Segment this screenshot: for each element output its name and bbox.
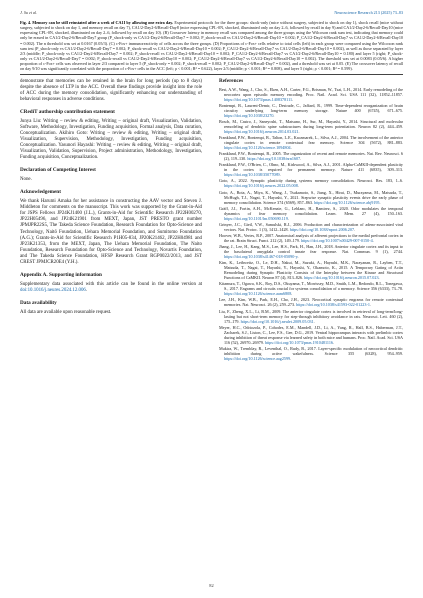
reference-doi-link[interactable]: https://doi.org/10.1038/nprot.2006.207 <box>289 226 355 232</box>
reference-text: Frankland, P.W., Bontempi, B., Talton, L.E., Kaczmarek, L., Silva, A.J., 2004. The involvement of the anterior cingulate cortex in remote contextual fear memory. Science 304 (5672), 881–883. <box>219 135 403 146</box>
reference-doi-link[interactable]: https://doi.org/10.1126/science.1094804 <box>224 145 291 151</box>
caption-divider <box>20 74 403 75</box>
page-number: 82 <box>209 583 214 588</box>
reference-item: Hoover, W.B., Vertes, R.P., 2007. Anatomical analysis of afferent projections to the medial prefrontal cortex in the rat. Brain Struct. Funct. 212 (2), 149–179. https://doi.org/10.1007/s00429-007-0150-4. <box>219 232 403 243</box>
references-heading: References <box>219 77 244 84</box>
reference-item: Lee, J.H., Kim, W.B., Park, E.H., Cho, J.H., 2023. Neocortical synaptic engrams for remote contextual memories. Nat. Neurosci. 26 (2), 259–273. https://doi.org/10.1038/s41593-022-01223-1. <box>219 297 403 308</box>
caption-label: Fig. 4. <box>20 20 32 25</box>
appendix-doi-link[interactable]: doi:10.1016/j.neures.2024.12.006 <box>20 287 86 293</box>
reference-doi-link[interactable]: https://doi.org/10.1101/lm.050690.119 <box>224 215 288 221</box>
reference-text: Hoover, W.B., Vertes, R.P., 2007. Anatomical analysis of afferent projections to the medial prefrontal cortex in the rat. Brain Struct. Funct. 212 (2), 149–179. <box>219 232 403 243</box>
reference-text: Grinyer, J.C., Gieil, V.W., Samulski, R.J., 2006. Production and characterization of adeno-associated viral vectors. Nat. Protoc. 1 (3), 1412–1428. <box>219 221 403 232</box>
reference-text: Best, A.W., Wang, J., Cho, S., Eken, A.H., Carter, F.G., Brisman, W., Tsai, L.H., 2014. Early remodeling of the neocortex upon episodic memory encoding. Proc. Natl. Acad. Sci. USA 111 (32), 11852–11857. <box>219 86 403 97</box>
reference-doi-link[interactable]: https://doi.org/10.1038/nrn1607 <box>247 156 301 162</box>
right-column <box>219 79 403 362</box>
reference-text: Goto, A., Bota, A., Miya, K., Wang, J., Tsukamoto, S., Jiang, X., Hirai, D., Murayama, M., Matsuda, T., McHugh, T.J., Nagai, T., Hayashi, Y., 2021. Stepwise synaptic plasticity events drive the early phase of memory consolidation. Science 374 (6569), 857–863. <box>219 189 403 205</box>
reference-doi-link[interactable]: https://doi.org/10.1126/science.aam6808 <box>224 291 292 297</box>
reference-text: Lee, J.H., Kim, W.B., Park, E.H., Cho, J.H., 2023. Neocortical synaptic engrams for remote contextual memories. Nat. Neurosci. 26 (2), 259–273. <box>219 297 403 308</box>
competing-interest-heading: Declaration of Competing Interest <box>20 167 96 174</box>
reference-doi-link[interactable]: https://doi.org/10.1126/science.abj9195 <box>314 199 380 205</box>
left-column <box>20 79 202 362</box>
reference-item: Frankland, P.W., Bontempi, B., 2005. The organization of recent and remote memories. Nat. Rev. Neurosci. 6 (2), 119–130. https://doi.org/10.1038/nrn1607. <box>219 151 403 162</box>
reference-text: Liu, F., Zheng, X.L., Li, B.M., 2009. The anterior cingulate cortex is involved in retrieval of long-term/long-lasting but not short-term memory for step-through inhibitory avoidance in rats. Neurosci. Lett. 460 (2), 175–179. <box>219 308 403 324</box>
reference-doi-link[interactable]: https://doi.org/10.1038/s41467-018-05090-y <box>224 254 298 260</box>
reference-doi-link[interactable]: https://doi.org/10.1038/s41593-022-01223-1 <box>296 302 370 308</box>
appendix-text: Supplementary data associated with this article can be found in the online version at doi:10.1016/j.neures.2024.12.006. <box>20 281 202 293</box>
credit-text: Junya Liu: Writing – review & editing, Writing – original draft, Visualization, Validation, Software, Methodology, Investigation, Funding acquisition, Formal analysis, Data curation, Conceptualization. Akihiro Goto: Writing – review & editing, Writing – original draft, Visualization, Supervision, Methodology, Investigation, Funding acquisition, Conceptualization. Yasunori Hayashi: Writing – review & editing, Writing – original draft, Visualization, Validation, Supervision, Project administration, Methodology, Investigation, Funding acquisition, Conceptualization. <box>20 118 202 161</box>
reference-text: Kitamura, T., Ogawa, S.K., Roy, D.S., Okuyama, T., Morrissey, M.D., Smith, L.M., Redondo, R.L., Tonegawa, S., 2017. Engrams and circuits crucial for systems consolidation of a memory. Science 356 (6333), 73–78. <box>219 281 403 292</box>
reference-text: Bontempi, B., Laurent-Demir, C., Destrade, C., Jaffard, R., 1999. Time-dependent reorganization of brain circuitry underlying long-term memory storage. Nature 400 (6745), 671–675. <box>219 102 403 113</box>
reference-doi-link[interactable]: https://doi.org/10.1016/j.neulet.2009.05.031 <box>240 318 314 324</box>
caption-title: Memory can be still reinstated after a week of CA1I by allowing one extra day. <box>32 20 174 25</box>
reference-doi-link[interactable]: https://doi.org/10.1016/j.neuron.2015.07.023 <box>304 275 379 281</box>
reference-item: Frankland, P.W., Bontempi, B., Talton, L.E., Kaczmarek, L., Silva, A.J., 2004. The involvement of the anterior cingulate cortex in remote contextual fear memory. Science 304 (5672), 881–883. https://doi.org/10.1126/science.1094804. <box>219 135 403 151</box>
data-availability-text: All data are available upon reasonable request. <box>20 309 112 315</box>
reference-doi-link[interactable]: https://doi.org/10.1073/pnas.1910481116 <box>264 339 333 345</box>
reference-text: Mukira, W., Tremblay, R., Leventhal, O., Rudy, B., 2017. Layer-specific modulation of neocortical dendritic inhibition during active wakefulness. Science 355 (6328), 954–959. <box>219 345 403 356</box>
credit-heading: CRediT authorship contribution statement <box>20 108 115 115</box>
reference-item: Best, A.W., Wang, J., Cho, S., Eken, A.H., Carter, F.G., Brisman, W., Tsai, L.H., 2014. Early remodeling of the neocortex upon episodic memory encoding. Proc. Natl. Acad. Sci. USA 111 (32), 11852–11857. https://doi.org/10.1073/pnas.1408378111. <box>219 86 403 102</box>
reference-item: Meyer, H.C., Odriozola, P., Cohodes, E.M., Mandell, J.D., Li, A., Yang, R., Hall, B.S., Haberman, J.T., Zacharek, S.J., Liston, C., Lee, F.S., Gee, D.G., 2019. Ventral hippocampus interacts with prelimbic cortex during inhibition of threat response via learned safety in both mice and humans. Proc. Natl. Acad. Sci. USA 116 (52), 26970–26979. https://doi.org/10.1073/pnas.1910481116. <box>219 324 403 345</box>
reference-item: Gräff, J.J., Fortin, A.H., McKenzie, G., Leblanc, H., Ramirez, S., 2020. Odor modulates the temporal dynamics of fear memory consolidation. Learn. Mem. 27 (4), 150–163. https://doi.org/10.1101/lm.050690.119. <box>219 205 403 221</box>
reference-doi-link[interactable]: https://doi.org/10.1073/pnas.1408378111 <box>224 96 293 102</box>
reference-item: Grinyer, J.C., Gieil, V.W., Samulski, R.J., 2006. Production and characterization of adeno-associated viral vectors. Nat. Protoc. 1 (3), 1412–1428. https://doi.org/10.1038/nprot.2006.207. <box>219 221 403 232</box>
reference-item: Goto, A., Bota, A., Miya, K., Wang, J., Tsukamoto, S., Jiang, X., Hirai, D., Murayama, M., Matsuda, T., McHugh, T.J., Nagai, T., Hayashi, Y., 2021. Stepwise synaptic plasticity events drive the early phase of memory consolidation. Science 374 (6569), 857–863. https://doi.org/10.1126/science.abj9195. <box>219 189 403 205</box>
data-availability-heading: Data availability <box>20 299 57 306</box>
reference-text: Meyer, H.C., Odriozola, P., Cohodes, E.M., Mandell, J.D., Li, A., Yang, R., Hall, B.S., Haberman, J.T., Zacharek, S.J., Liston, C., Lee, F.S., Gee, D.G., 2019. Ventral hippocampus interacts with prelimbic cortex during inhibition of threat response via learned safety in both mice and humans. Proc. Natl. Acad. Sci. USA 116 (52), 26970–26979. <box>219 324 403 345</box>
running-head-authors: J. Su et al. <box>20 10 38 15</box>
reference-text: Frankland, P.W., O'Brien, C., Ohno, M., Kirkwood, A., Silva, A.J., 2001. Alpha-CaMKII-dependent plasticity in the cortex is required for permanent memory. Nature 411 (6835), 309–313. <box>219 162 403 173</box>
running-head-journal[interactable]: Neuroscience Research 213 (2025) 73–83 <box>334 10 403 15</box>
reference-text: Jhang, J., Lee, H., Kang, M.S., Lee, H.S., Park, H., Han, J.H., 2018. Anterior cingulate cortex and its input to the basolateral amygdala control innate fear response. Nat. Commun. 9 (1), 2744. <box>219 243 403 255</box>
reference-doi-link[interactable]: https://doi.org/10.1007/s00429-007-0150-4 <box>300 237 373 243</box>
reference-doi-link[interactable]: https://doi.org/10.1016/j.neuron.2014.03.021 <box>224 128 299 134</box>
reference-text: Goto, A., 2022. Synaptic plasticity during systems memory consolidation. Neurosci. Res. 183, 1–6. <box>219 178 403 184</box>
running-head <box>20 10 403 18</box>
reference-doi-link[interactable]: https://doi.org/10.1038/35077089 <box>224 172 280 178</box>
reference-text: Bosch, M., Castro, J., Saneyoshi, T., Matsuno, H., Sur, M., Hayashi, Y., 2014. Structural and molecular remodeling of dendritic spine substructures during long-term potentiation. Neuron 82 (2), 444–459. <box>219 118 403 129</box>
reference-text: Gräff, J.J., Fortin, A.H., McKenzie, G., Leblanc, H., Ramirez, S., 2020. Odor modulates the temporal dynamics of fear memory consolidation. Learn. Mem. 27 (4), 150–163. <box>219 205 403 216</box>
reference-item: Mukira, W., Tremblay, R., Leventhal, O., Rudy, B., 2017. Layer-specific modulation of neocortical dendritic inhibition during active wakefulness. Science 355 (6328), 954–959. https://doi.org/10.1126/science.aag2599. <box>219 345 403 361</box>
reference-doi-link[interactable]: https://doi.org/10.1126/science.aag2599 <box>224 355 291 361</box>
two-column-body <box>20 79 403 362</box>
reference-item: Bosch, M., Castro, J., Saneyoshi, T., Matsuno, H., Sur, M., Hayashi, Y., 2014. Structural and molecular remodeling of dendritic spine substructures during long-term potentiation. Neuron 82 (2), 444–459. https://doi.org/10.1016/j.neuron.2014.03.021. <box>219 118 403 134</box>
reference-doi-link[interactable]: https://doi.org/10.1038/23270 <box>224 112 274 118</box>
reference-text: Kim, K., Leibweitz, O., Le, D.H., Nakui, M., Suzuki, A., Hayashi, M.K., Narayanan, R., Layben, T.T., Matsuda, T., Nagai, T., Hayashi, Y., Hayashi, Y., Okamoto, K., 2015. A Temporary Gating of Actin Remodeling during Synaptic Plasticity Consists of the Interplay between the Kinase and Structural Functions of CaMKII. Neuron 87 (4), 813–826. <box>219 260 403 281</box>
intro-paragraph: demonstrate that memories can be retained in the brain for long periods (up to 8 days) despite the absence of LTP in the ACC. Overall these findings provide insight into the role of ACC during the memory consolidation, significantly enhancing our understanding of behavioral responses in adverse conditions. <box>20 78 202 102</box>
figure-caption <box>20 20 403 72</box>
reference-item: Kitamura, T., Ogawa, S.K., Roy, D.S., Okuyama, T., Morrissey, M.D., Smith, L.M., Redondo, R.L., Tonegawa, S., 2017. Engrams and circuits crucial for systems consolidation of a memory. Science 356 (6333), 73–78. https://doi.org/10.1126/science.aam6808. <box>219 281 403 297</box>
acknowledgement-heading: Acknowledgement <box>20 189 61 196</box>
reference-item: Frankland, P.W., O'Brien, C., Ohno, M., Kirkwood, A., Silva, A.J., 2001. Alpha-CaMKII-dependent plasticity in the cortex is required for permanent memory. Nature 411 (6835), 309–313. https://doi.org/10.1038/35077089. <box>219 162 403 178</box>
reference-list <box>219 87 403 361</box>
reference-text: Frankland, P.W., Bontempi, B., 2005. The organization of recent and remote memories. Nat. Rev. Neurosci. 6 (2), 119–130. <box>219 151 403 162</box>
appendix-heading: Appendix A. Supporting information <box>20 271 102 278</box>
reference-item: Liu, F., Zheng, X.L., Li, B.M., 2009. The anterior cingulate cortex is involved in retrieval of long-term/long-lasting but not short-term memory for step-through inhibitory avoidance in rats. Neurosci. Lett. 460 (2), 175–179. https://doi.org/10.1016/j.neulet.2009.05.031. <box>219 308 403 324</box>
competing-interest-text: None. <box>20 177 32 183</box>
reference-item: Kim, K., Leibweitz, O., Le, D.H., Nakui, M., Suzuki, A., Hayashi, M.K., Narayanan, R., Layben, T.T., Matsuda, T., Nagai, T., Hayashi, Y., Hayashi, Y., Okamoto, K., 2015. A Temporary Gating of Actin Remodeling during Synaptic Plasticity Consists of the Interplay between the Kinase and Structural Functions of CaMKII. Neuron 87 (4), 813–826. https://doi.org/10.1016/j.neuron.2015.07.023. <box>219 260 403 281</box>
reference-item: Jhang, J., Lee, H., Kang, M.S., Lee, H.S., Park, H., Han, J.H., 2018. Anterior cingulate cortex and its input to the basolateral amygdala control innate fear response. Nat. Commun. 9 (1), 2744. https://doi.org/10.1038/s41467-018-05090-y. <box>219 243 403 260</box>
reference-item: Bontempi, B., Laurent-Demir, C., Destrade, C., Jaffard, R., 1999. Time-dependent reorganization of brain circuitry underlying long-term memory storage. Nature 400 (6745), 671–675. https://doi.org/10.1038/23270. <box>219 102 403 118</box>
caption-body: Experimental protocols for the three groups: shock-only (mice without surgery, subjected to shock on day 1), shock recall (mice without surgery, subjected to shock on day 1, and memory recall on day 7), CA1/2-Day2-6/Recall-Day8 (mice expressing CPL-0N, shocked, illuminated only on day 2–6, followed by recall in day 9) and CA1/2-Day2-6/Recall-Day10 (mice expressing CPL-0N, shocked, illuminated on day 2–6, followed by recall on day 10). (B) Crossover latency in memory recall was compared among the three groups using the Wilcoxon rank sum test, indicating that memory could only be erased in CA1/2-Day2-6/Recall-Day7 group (P_shock-only vs CA1/2-Day2-6/Recall-Day7 = 0.002; P_shock-recall vs CA1/2-Day2-6/Recall-Day10 = 0.002; P_CA1/2-Day2-6/Recall-Day7 vs CA1/2-Day2-6/Recall-Day10 = 0.002). The n threshold was set at 0.0167 (0.05/3). (C) c-Fos+ immunoreactivity of cells across the three groups. (D) Proportions of c-Fos+ cells relative to total cells (left) in each group were compared using the Wilcoxon rank sum test (P_shock-only vs CA1/2-Day2-6/Recall-Day7 = 0.002; P_shock-recall vs CA1/2-Day2-6/Recall-Day10 = 0.002; P_CA1/2-Day2-6/Recall-Day7 vs CA1/2-Day2-6/Recall-Day10 = 0.002), as well as those separated by layer 2/3 (middle; P_shock-only vs CA1/2-Day2-6/Recall-Day7 = 0.002; P_shock-recall vs CA1/2-Day2-6/Recall-Day10 = 0.002; P_CA1/2-Day2-6/Recall-Day7 vs CA1/2-Day2-6/Recall-Day10 = 0.180) and layer 5 (right; P_shock-only vs CA1/2-Day2-6/Recall-Day7 = 0.002; P_shock-recall vs CA1/2-Day2-6/Recall-Day10 = 0.002; P_CA1/2-Day2-6/Recall-Day7 vs CA1/2-Day2-6/Recall-Day10 = 0.002). The threshold was set at 0.0083 (0.05/6). A higher proportion of c-Fos+ cells was observed in layer 2/3 compared to layer 5 (P_shock-only = 0.002; P_shock-recall = 0.002; P_CA1/2-Day2-6/Recall-Day7 = 0.002), and a threshold was set at 0.05. (E) The crossover latency of recall on day 9/10 was significantly correlated with the proportion of c-Fos+ cells in the ACC (left; ρ < 0.001; R² = 0.622), layer 2/3 (middle; p < 0.001; R² = 0.808), and layer 5 (right; ρ < 0.001; R² = 0.599). <box>20 20 403 72</box>
reference-item: Goto, A., 2022. Synaptic plasticity during systems memory consolidation. Neurosci. Res. 183, 1–6. https://doi.org/10.1016/j.neures.2022.05.008. <box>219 178 403 189</box>
reference-doi-link[interactable]: https://doi.org/10.1016/j.neures.2022.05.008 <box>224 183 298 189</box>
acknowledgement-text: We thank Harumi Amaka for her assistance in constructing the AAV vector and Steven J. Middleton for comments on the manuscript. This work was supported by the Grant-in-Aid for JSPS Fellows JP24KJ1400 (J.L.), Grants-in-Aid for Scientific Research JP22H00270, JP22H05496, and JP24K21901 from MEXT, Japan, JST PRESTO grant number JPMJPR22S5, The Takeda Science Foundation, Research Foundation for Opto-Science and Technology, Naitō Foundation, Uehara Memorial Foundation, and Sumitomo Foundation (A.G.); Grants-in-Aid for Scientific Research P1H05-834, JP20K21462, JP22H04981 and JP23K21353, from the MEXT, Japan, The Uehara Memorial Foundation, The Naito Foundation, Research Foundation for Opto-Science and Technology, Novartis Foundation, and The Takeda Science Foundation, HFSP Research Grant RGP0022/2013, and JST CREST JPMJCR20E4 (Y.H.). <box>20 199 202 265</box>
